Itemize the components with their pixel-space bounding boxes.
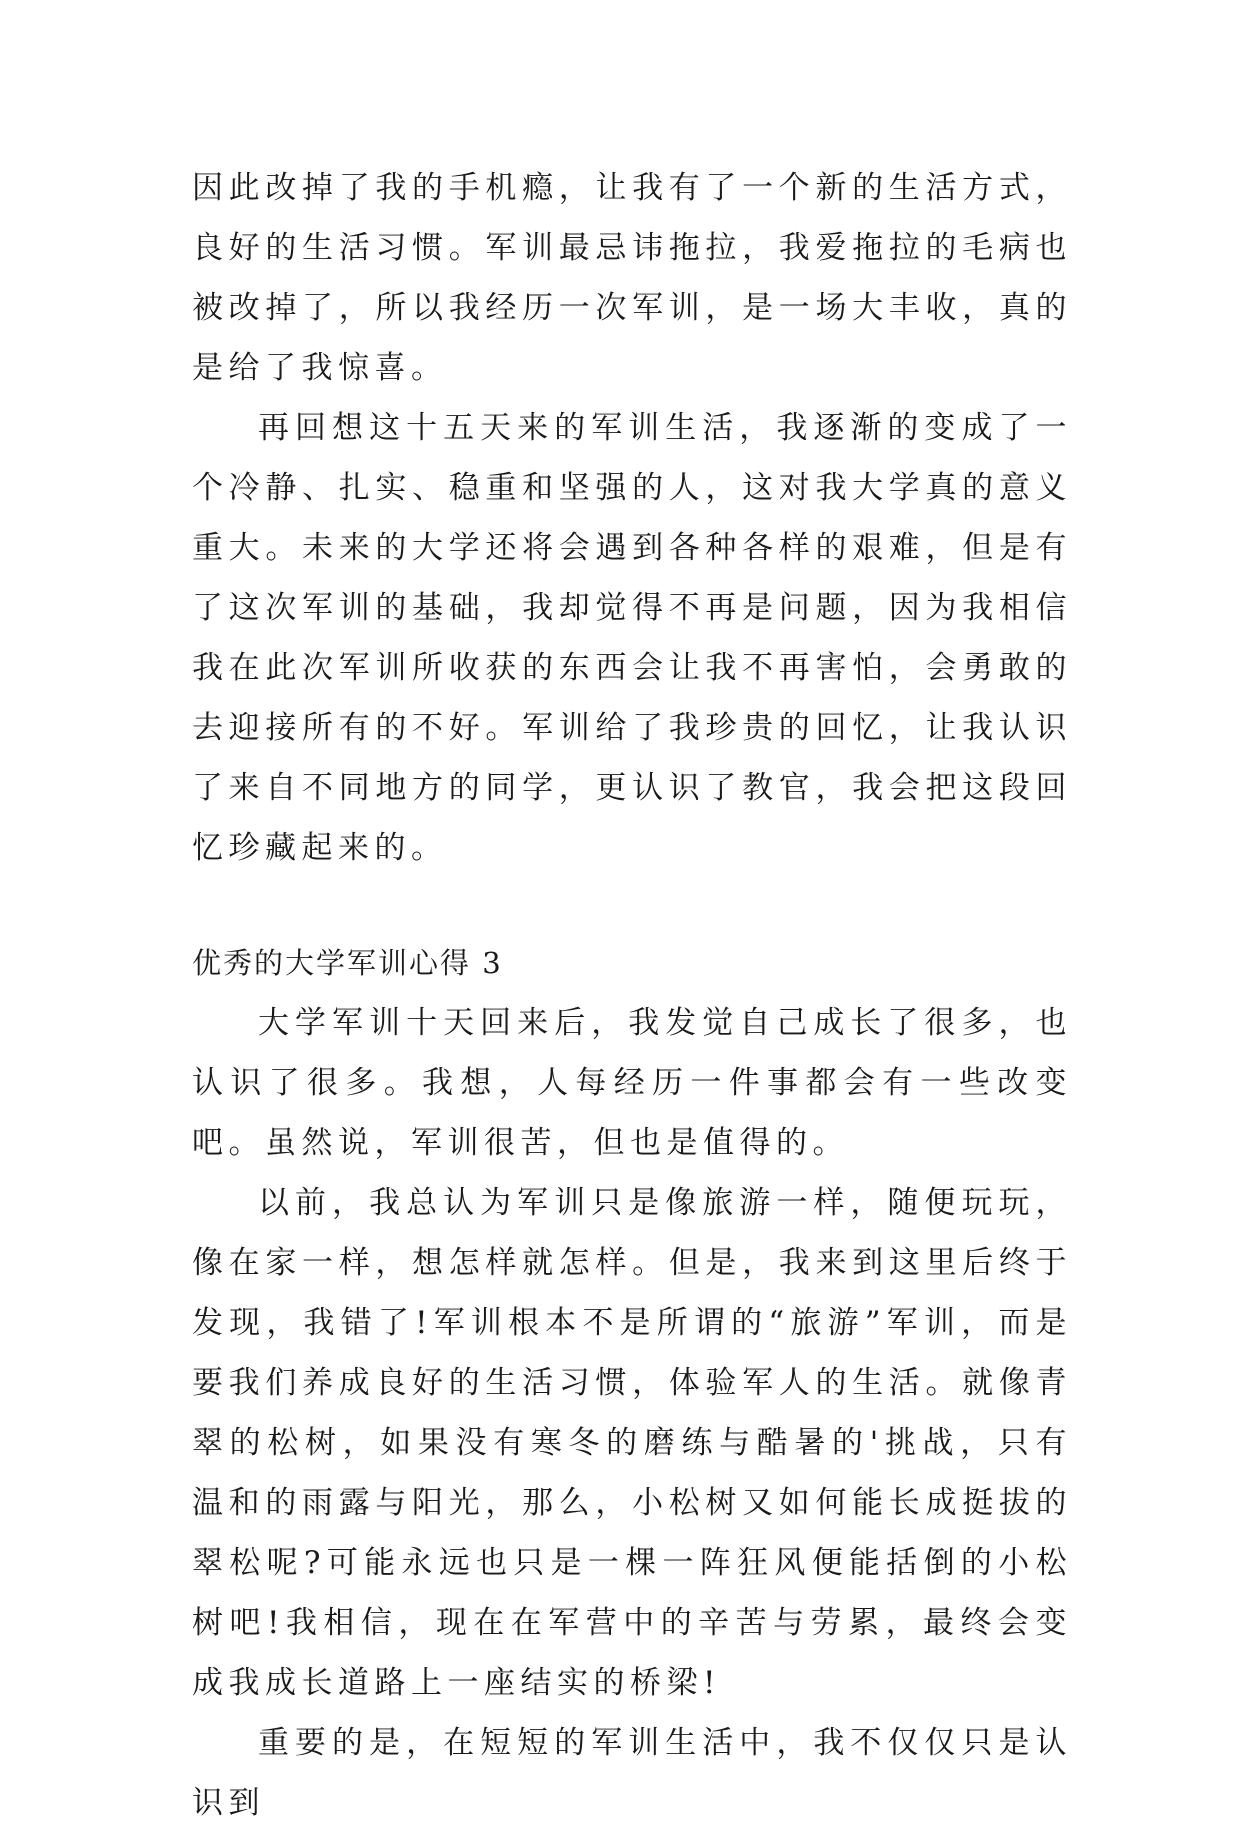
paragraph-2: 再回想这十五天来的军训生活，我逐渐的变成了一个冷静、扎实、稳重和坚强的人，这对我大学真的意义重大。未来的大学还将会遇到各种各样的艰难，但是有了这次军训的基础，我却觉得不再是问题，因为我相信我在此次军训所收获的东西会让我不再害怕，会勇敢的去迎接所有的不好。军训给了我珍贵的回忆，让我认识了来自不同地方的同学，更认识了教官，我会把这段回忆珍藏起来的。 <box>192 410 1072 866</box>
paragraph-3: 大学军训十天回来后，我发觉自己成长了很多，也认识了很多。我想，人每经历一件事都会有一些改变吧。虽然说，军训很苦，但也是值得的。 <box>192 1005 1072 1161</box>
paragraph-4: 以前，我总认为军训只是像旅游一样，随便玩玩，像在家一样，想怎样就怎样。但是，我来到这里后终于发现，我错了!军训根本不是所谓的“旅游”军训，而是要我们养成良好的生活习惯，体验军人的生活。就像青翠的松树，如果没有寒冬的磨练与酷暑的'挑战，只有温和的雨露与阳光，那么，小松树又如何能长成挺拔的翠松呢?可能永远也只是一棵一阵狂风便能括倒的小松树吧!我相信，现在在军营中的辛苦与劳累，最终会变成我成长道路上一座结实的桥梁! <box>192 1185 1072 1701</box>
section-spacer <box>192 878 1072 933</box>
paragraph-5: 重要的是，在短短的军训生活中，我不仅仅只是认识到 <box>192 1725 1072 1821</box>
paragraph-1: 因此改掉了我的手机瘾，让我有了一个新的生活方式，良好的生活习惯。军训最忌讳拖拉，我爱拖拉的毛病也被改掉了，所以我经历一次军训，是一场大丰收，真的是给了我惊喜。 <box>192 170 1072 386</box>
section-heading: 优秀的大学军训心得 3 <box>192 946 503 980</box>
document-body <box>192 158 1072 1833</box>
